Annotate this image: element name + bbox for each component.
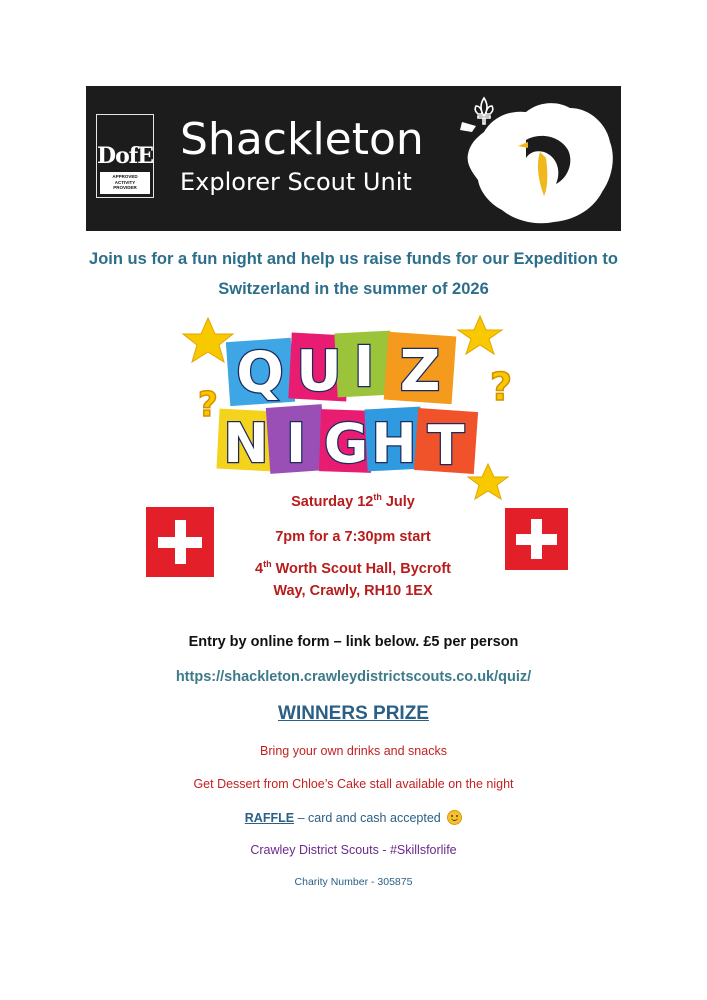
night-letter-g: G <box>323 412 369 475</box>
dofe-approved-label: APPROVED ACTIVITY PROVIDER <box>100 172 150 194</box>
swiss-flag-icon <box>146 507 214 577</box>
quiz-letter-i: I <box>353 335 375 400</box>
charity-number: Charity Number - 305875 <box>294 876 413 888</box>
header-banner <box>86 86 621 231</box>
question-mark-icon: ? <box>198 385 218 425</box>
star-icon <box>183 318 233 362</box>
quiz-entry-link[interactable]: https://shackleton.crawleydistrictscouts.co.uk/quiz/ <box>175 669 532 685</box>
unit-title: Shackleton <box>180 114 424 165</box>
fleur-de-lis-icon <box>475 98 493 124</box>
event-venue: 4th Worth Scout Hall, Bycroft Way, Crawly, RH10 1EX <box>255 559 451 599</box>
dessert-note: Get Dessert from Chloe’s Cake stall available on the night <box>193 777 514 791</box>
question-mark-icon: ? <box>490 365 513 409</box>
night-letter-t: T <box>427 414 465 477</box>
quiz-letter-u: U <box>296 339 342 404</box>
entry-info: Entry by online form – link below. £5 per person <box>188 634 519 650</box>
intro-line-1: Join us for a fun night and help us raise funds for our Expedition to <box>89 250 618 268</box>
night-letter-n: N <box>223 412 269 475</box>
dofe-logo <box>96 114 154 198</box>
night-letter-h: H <box>371 412 417 475</box>
dofe-letters: DofE <box>97 143 153 169</box>
raffle-note: RAFFLE – card and cash accepted <box>60 810 647 825</box>
scouts-tagline: Crawley District Scouts - #Skillsforlife <box>250 843 457 857</box>
unit-subtitle: Explorer Scout Unit <box>180 168 412 196</box>
intro-line-2: Switzerland in the summer of 2026 <box>218 280 489 298</box>
drinks-note: Bring your own drinks and snacks <box>260 744 447 758</box>
event-time: 7pm for a 7:30pm start <box>275 529 431 545</box>
quiz-letter-q: Q <box>236 341 284 406</box>
smiley-icon <box>447 810 462 825</box>
antarctica-penguin-icon <box>456 92 616 226</box>
swiss-flag-icon <box>505 508 568 570</box>
intro-text <box>70 244 637 304</box>
quiz-night-graphic <box>178 314 528 504</box>
night-letter-i: I <box>285 412 307 475</box>
raffle-label: RAFFLE <box>244 811 295 825</box>
star-icon <box>458 316 502 354</box>
event-date: Saturday 12th July <box>291 492 415 510</box>
quiz-letter-z: Z <box>399 339 441 404</box>
winners-prize-heading: WINNERS PRIZE <box>278 703 429 724</box>
